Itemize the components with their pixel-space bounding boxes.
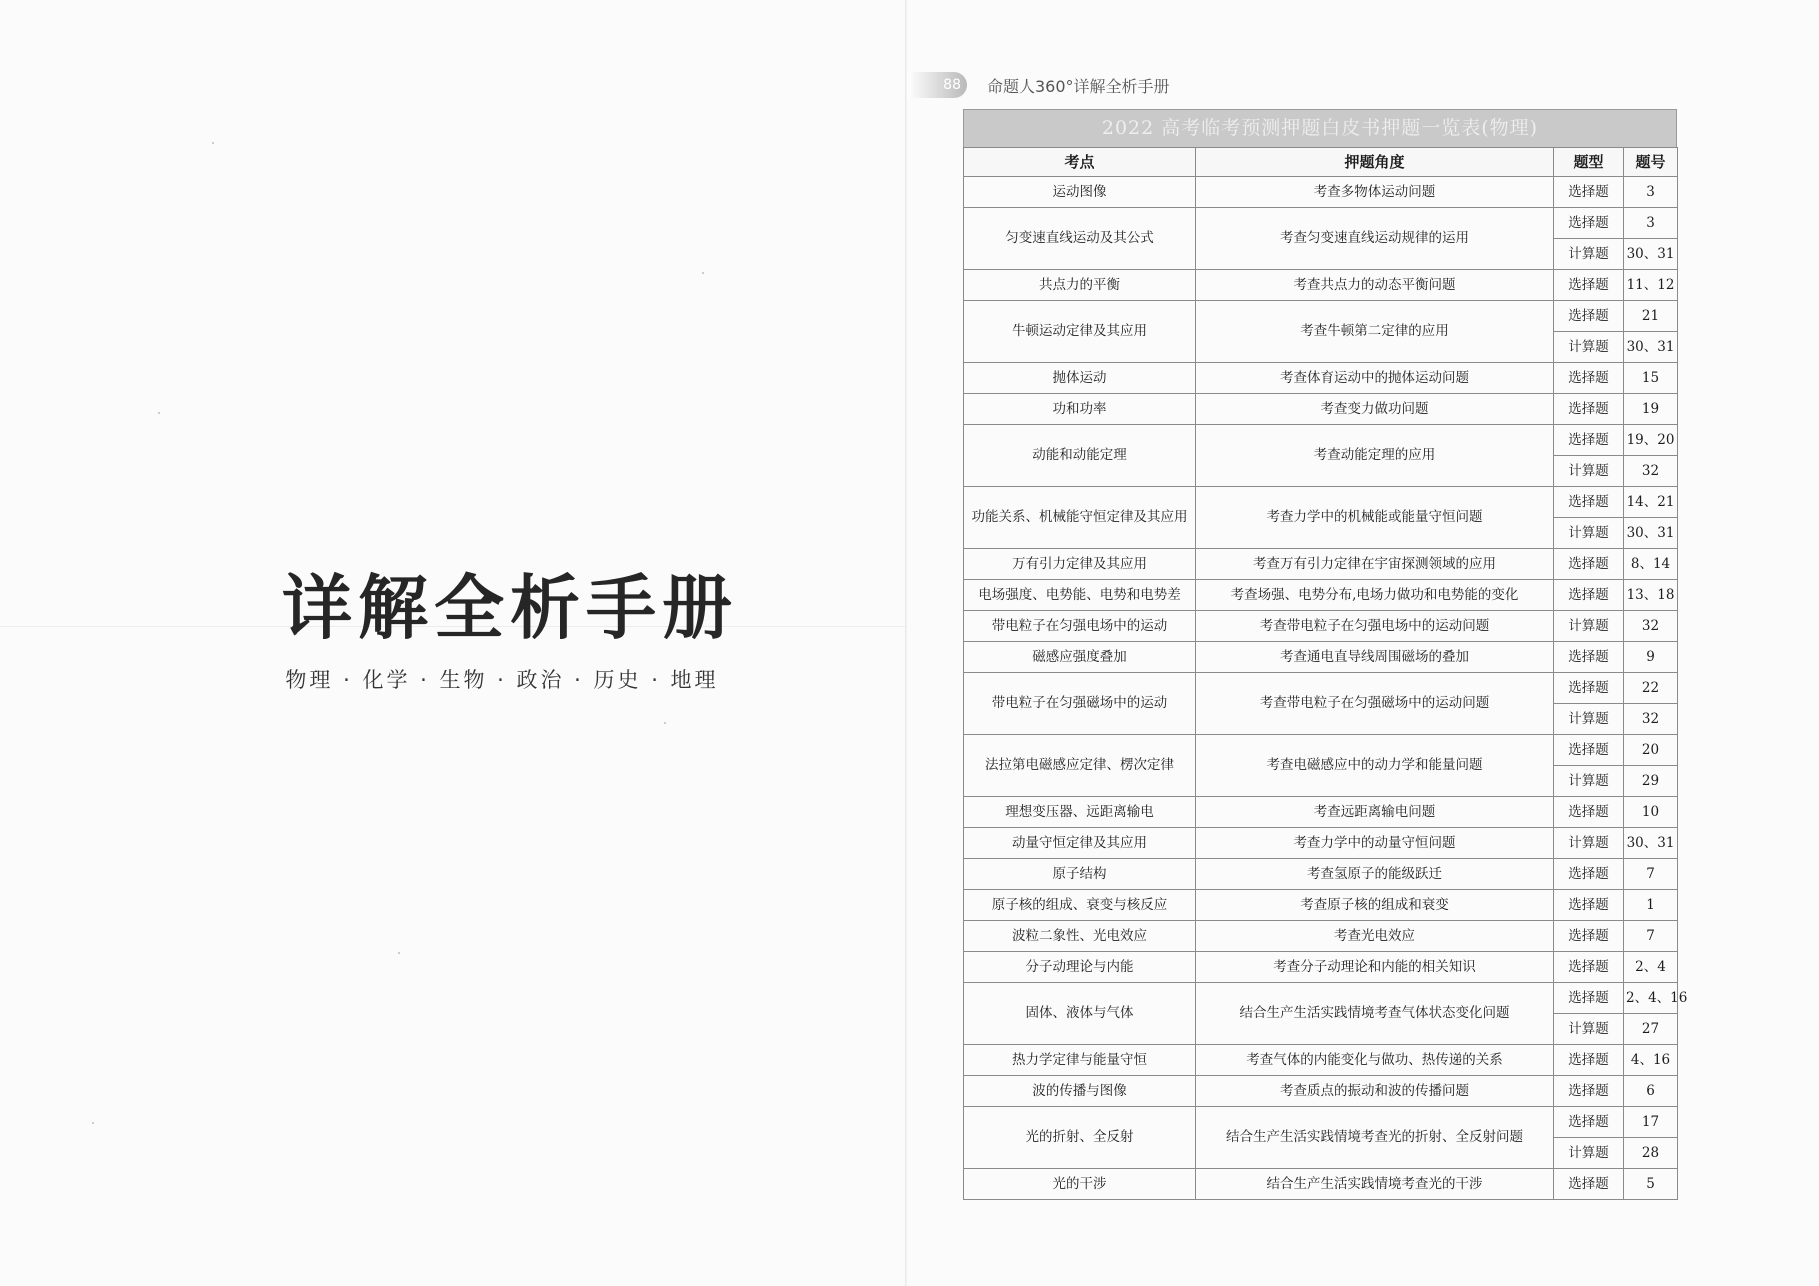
table-row	[964, 828, 1678, 859]
question-number-cell: 9	[1624, 642, 1678, 673]
table-row	[964, 952, 1678, 983]
question-type-cell: 选择题	[1554, 208, 1624, 239]
question-number-cell: 14、21	[1624, 487, 1678, 518]
question-number-cell: 8、14	[1624, 549, 1678, 580]
question-type-cell: 选择题	[1554, 177, 1624, 208]
topic-cell: 法拉第电磁感应定律、楞次定律	[964, 735, 1196, 797]
prediction-table	[963, 147, 1688, 1200]
table-row	[964, 177, 1678, 208]
right-page	[907, 0, 1819, 1286]
topic-cell: 波粒二象性、光电效应	[964, 921, 1196, 952]
question-type-cell: 选择题	[1554, 642, 1624, 673]
question-type-cell: 选择题	[1554, 890, 1624, 921]
table-row	[964, 580, 1678, 611]
question-number-cell: 19、20	[1624, 425, 1678, 456]
angle-cell: 考查分子动理论和内能的相关知识	[1196, 952, 1554, 983]
angle-cell: 考查通电直导线周围磁场的叠加	[1196, 642, 1554, 673]
table-row	[964, 208, 1678, 239]
question-number-cell: 2、4	[1624, 952, 1678, 983]
question-type-cell: 选择题	[1554, 363, 1624, 394]
topic-cell: 光的折射、全反射	[964, 1107, 1196, 1169]
angle-cell: 考查力学中的动量守恒问题	[1196, 828, 1554, 859]
question-number-cell: 27	[1624, 1014, 1678, 1045]
table-row	[964, 735, 1678, 766]
topic-cell: 带电粒子在匀强磁场中的运动	[964, 673, 1196, 735]
topic-cell: 功和功率	[964, 394, 1196, 425]
question-number-cell: 21	[1624, 301, 1678, 332]
table-caption: 2022 高考临考预测押题白皮书押题一览表(物理)	[963, 109, 1677, 147]
question-type-cell: 计算题	[1554, 456, 1624, 487]
angle-cell: 考查体育运动中的抛体运动问题	[1196, 363, 1554, 394]
question-number-cell: 3	[1624, 177, 1678, 208]
running-header: 命题人360°详解全析手册	[987, 77, 1170, 96]
question-number-cell: 5	[1624, 1169, 1678, 1200]
angle-cell: 考查带电粒子在匀强电场中的运动问题	[1196, 611, 1554, 642]
angle-cell: 考查质点的振动和波的传播问题	[1196, 1076, 1554, 1107]
angle-cell: 考查多物体运动问题	[1196, 177, 1554, 208]
table-row	[964, 1107, 1678, 1138]
topic-cell: 原子核的组成、衰变与核反应	[964, 890, 1196, 921]
column-header: 考点	[964, 148, 1196, 177]
question-number-cell: 22	[1624, 673, 1678, 704]
table-row	[964, 611, 1678, 642]
topic-cell: 牛顿运动定律及其应用	[964, 301, 1196, 363]
angle-cell: 考查气体的内能变化与做功、热传递的关系	[1196, 1045, 1554, 1076]
question-type-cell: 选择题	[1554, 1107, 1624, 1138]
question-type-cell: 计算题	[1554, 766, 1624, 797]
question-number-cell: 30、31	[1624, 828, 1678, 859]
topic-cell: 动量守恒定律及其应用	[964, 828, 1196, 859]
column-header: 押题角度	[1196, 148, 1554, 177]
question-type-cell: 选择题	[1554, 673, 1624, 704]
table-row	[964, 890, 1678, 921]
question-type-cell: 计算题	[1554, 611, 1624, 642]
question-number-cell: 20	[1624, 735, 1678, 766]
angle-cell: 考查变力做功问题	[1196, 394, 1554, 425]
table-row	[964, 301, 1678, 332]
question-type-cell: 选择题	[1554, 580, 1624, 611]
question-number-cell: 30、31	[1624, 518, 1678, 549]
angle-cell: 考查带电粒子在匀强磁场中的运动问题	[1196, 673, 1554, 735]
topic-cell: 电场强度、电势能、电势和电势差	[964, 580, 1196, 611]
scan-speck	[92, 1122, 94, 1124]
question-type-cell: 选择题	[1554, 425, 1624, 456]
cover-title: 详解全析手册	[282, 566, 738, 649]
question-number-cell: 6	[1624, 1076, 1678, 1107]
table-row	[964, 425, 1678, 456]
question-number-cell: 11、12	[1624, 270, 1678, 301]
topic-cell: 动能和动能定理	[964, 425, 1196, 487]
angle-cell: 考查光电效应	[1196, 921, 1554, 952]
angle-cell: 考查牛顿第二定律的应用	[1196, 301, 1554, 363]
left-page	[0, 0, 905, 1286]
question-type-cell: 选择题	[1554, 394, 1624, 425]
angle-cell: 结合生产生活实践情境考查光的干涉	[1196, 1169, 1554, 1200]
topic-cell: 磁感应强度叠加	[964, 642, 1196, 673]
question-number-cell: 2、4、16	[1624, 983, 1678, 1014]
scan-speck	[158, 412, 160, 414]
question-number-cell: 30、31	[1624, 239, 1678, 270]
topic-cell: 原子结构	[964, 859, 1196, 890]
question-type-cell: 选择题	[1554, 1045, 1624, 1076]
scan-speck	[702, 272, 704, 274]
table-row	[964, 394, 1678, 425]
question-number-cell: 1	[1624, 890, 1678, 921]
scan-speck	[664, 722, 666, 724]
question-number-cell: 3	[1624, 208, 1678, 239]
question-type-cell: 计算题	[1554, 518, 1624, 549]
question-number-cell: 13、18	[1624, 580, 1678, 611]
angle-cell: 考查共点力的动态平衡问题	[1196, 270, 1554, 301]
topic-cell: 抛体运动	[964, 363, 1196, 394]
angle-cell: 考查匀变速直线运动规律的运用	[1196, 208, 1554, 270]
question-type-cell: 选择题	[1554, 1169, 1624, 1200]
question-type-cell: 选择题	[1554, 549, 1624, 580]
question-type-cell: 计算题	[1554, 1014, 1624, 1045]
angle-cell: 考查动能定理的应用	[1196, 425, 1554, 487]
angle-cell: 结合生产生活实践情境考查气体状态变化问题	[1196, 983, 1554, 1045]
topic-cell: 万有引力定律及其应用	[964, 549, 1196, 580]
angle-cell: 考查力学中的机械能或能量守恒问题	[1196, 487, 1554, 549]
question-number-cell: 28	[1624, 1138, 1678, 1169]
question-type-cell: 选择题	[1554, 952, 1624, 983]
scan-speck	[398, 952, 400, 954]
question-type-cell: 选择题	[1554, 1076, 1624, 1107]
question-number-cell: 7	[1624, 859, 1678, 890]
topic-cell: 热力学定律与能量守恒	[964, 1045, 1196, 1076]
question-type-cell: 计算题	[1554, 1138, 1624, 1169]
table-row	[964, 921, 1678, 952]
table-row	[964, 642, 1678, 673]
page-number: 88	[943, 77, 961, 93]
angle-cell: 考查场强、电势分布,电场力做功和电势能的变化	[1196, 580, 1554, 611]
question-number-cell: 32	[1624, 456, 1678, 487]
topic-cell: 带电粒子在匀强电场中的运动	[964, 611, 1196, 642]
topic-cell: 共点力的平衡	[964, 270, 1196, 301]
cover-subtitle: 物理 · 化学 · 生物 · 政治 · 历史 · 地理	[285, 668, 719, 692]
question-type-cell: 选择题	[1554, 270, 1624, 301]
question-type-cell: 计算题	[1554, 239, 1624, 270]
question-number-cell: 17	[1624, 1107, 1678, 1138]
angle-cell: 结合生产生活实践情境考查光的折射、全反射问题	[1196, 1107, 1554, 1169]
question-number-cell: 29	[1624, 766, 1678, 797]
question-number-cell: 10	[1624, 797, 1678, 828]
angle-cell: 考查氢原子的能级跃迁	[1196, 859, 1554, 890]
question-type-cell: 选择题	[1554, 859, 1624, 890]
question-number-cell: 32	[1624, 704, 1678, 735]
topic-cell: 波的传播与图像	[964, 1076, 1196, 1107]
table-row	[964, 363, 1678, 394]
table-body	[964, 177, 1688, 1200]
question-number-cell: 19	[1624, 394, 1678, 425]
topic-cell: 光的干涉	[964, 1169, 1196, 1200]
angle-cell: 考查远距离输电问题	[1196, 797, 1554, 828]
table-row	[964, 1045, 1678, 1076]
angle-cell: 考查电磁感应中的动力学和能量问题	[1196, 735, 1554, 797]
question-number-cell: 15	[1624, 363, 1678, 394]
topic-cell: 功能关系、机械能守恒定律及其应用	[964, 487, 1196, 549]
question-type-cell: 计算题	[1554, 704, 1624, 735]
topic-cell: 固体、液体与气体	[964, 983, 1196, 1045]
table-row	[964, 487, 1678, 518]
table-header-row	[964, 148, 1678, 177]
question-number-cell: 7	[1624, 921, 1678, 952]
question-number-cell: 4、16	[1624, 1045, 1678, 1076]
angle-cell: 考查万有引力定律在宇宙探测领域的应用	[1196, 549, 1554, 580]
table-row	[964, 859, 1678, 890]
table-row	[964, 673, 1678, 704]
question-type-cell: 选择题	[1554, 735, 1624, 766]
scan-speck	[212, 142, 214, 144]
table-row	[964, 1169, 1678, 1200]
question-type-cell: 选择题	[1554, 797, 1624, 828]
table-row	[964, 549, 1678, 580]
question-type-cell: 计算题	[1554, 828, 1624, 859]
column-header: 题号	[1624, 148, 1678, 177]
question-number-cell: 30、31	[1624, 332, 1678, 363]
topic-cell: 分子动理论与内能	[964, 952, 1196, 983]
column-header: 题型	[1554, 148, 1624, 177]
table-row	[964, 983, 1678, 1014]
question-type-cell: 选择题	[1554, 921, 1624, 952]
table-row	[964, 1076, 1678, 1107]
table-row	[964, 797, 1678, 828]
angle-cell: 考查原子核的组成和衰变	[1196, 890, 1554, 921]
topic-cell: 运动图像	[964, 177, 1196, 208]
question-type-cell: 计算题	[1554, 332, 1624, 363]
question-type-cell: 选择题	[1554, 301, 1624, 332]
table-row	[964, 270, 1678, 301]
topic-table	[963, 109, 1688, 1200]
topic-cell: 匀变速直线运动及其公式	[964, 208, 1196, 270]
question-number-cell: 32	[1624, 611, 1678, 642]
question-type-cell: 选择题	[1554, 487, 1624, 518]
topic-cell: 理想变压器、远距离输电	[964, 797, 1196, 828]
question-type-cell: 选择题	[1554, 983, 1624, 1014]
